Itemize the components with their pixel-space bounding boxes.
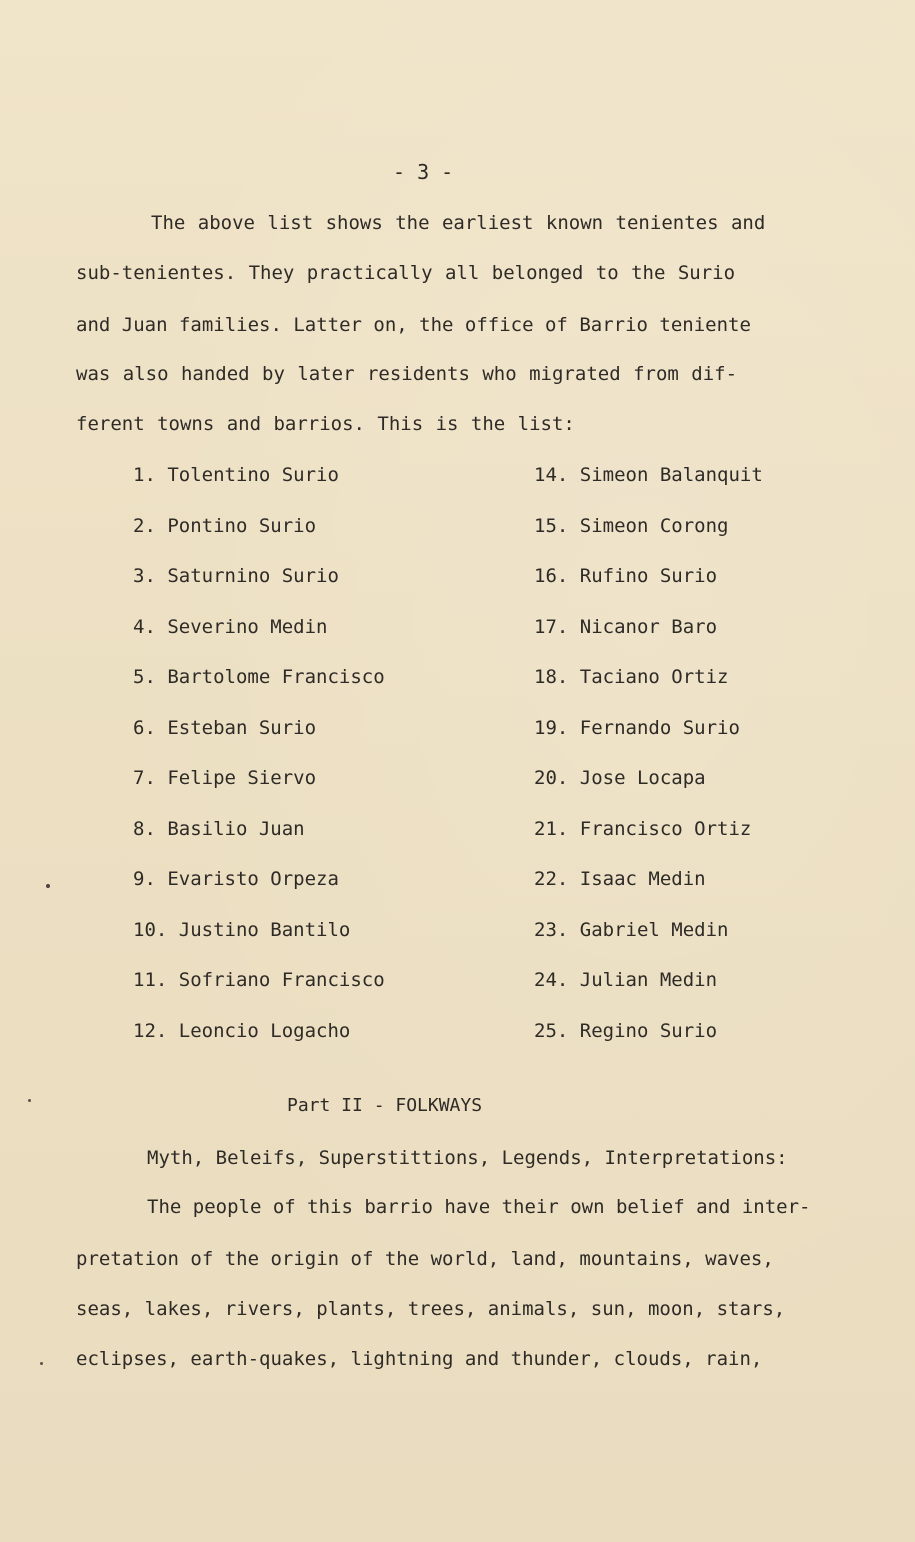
item-name: Isaac Medin (579, 868, 706, 890)
list-item (133, 514, 385, 568)
item-name: Jose Locapa (579, 767, 706, 789)
item-number: 23. (534, 918, 569, 941)
list-item (534, 514, 763, 568)
teniente-list-left (133, 466, 385, 1072)
item-number: 19. (534, 716, 569, 739)
list-item (133, 817, 385, 871)
list-item (534, 918, 763, 972)
body-line-2: pretation of the origin of the world, land, mountains, waves, (76, 1248, 774, 1270)
item-name: Fernando Surio (579, 716, 740, 739)
item-number: 9. (133, 868, 156, 890)
margin-mark (46, 884, 50, 888)
teniente-list-right (534, 466, 763, 1072)
stray-mark (28, 1099, 31, 1102)
stray-mark (40, 1362, 43, 1365)
intro-line-3: and Juan families. Latter on, the office of Barrio teniente (76, 314, 751, 336)
item-name: Gabriel Medin (579, 918, 729, 941)
item-number: 14. (534, 464, 569, 486)
list-item (133, 716, 385, 770)
list-item (534, 870, 763, 921)
list-item (133, 668, 385, 719)
list-item (534, 466, 763, 517)
item-number: 11. (133, 969, 168, 991)
item-name: Justino Bantilo (178, 918, 351, 941)
item-name: Basilio Juan (167, 817, 305, 840)
intro-line-2: sub-tenientes. They practically all belonged to the Surio (76, 262, 736, 284)
item-name: Felipe Siervo (167, 767, 317, 789)
item-number: 5. (133, 666, 156, 688)
item-number: 21. (534, 817, 569, 840)
list-item (534, 1019, 763, 1073)
item-number: 12. (133, 1019, 168, 1042)
list-item (133, 870, 385, 921)
item-name: Leoncio Logacho (178, 1019, 351, 1042)
item-name: Simeon Corong (579, 514, 729, 537)
item-number: 2. (133, 514, 156, 537)
list-item (534, 817, 763, 871)
item-number: 25. (534, 1019, 569, 1042)
list-item (534, 769, 763, 820)
subheading: Myth, Beleifs, Superstittions, Legends, Interpretations: (147, 1147, 788, 1169)
list-item (534, 668, 763, 719)
item-number: 6. (133, 716, 156, 739)
body-line-4: eclipses, earth-quakes, lightning and thunder, clouds, rain, (76, 1348, 763, 1370)
list-item (133, 971, 385, 1022)
item-name: Nicanor Baro (579, 615, 718, 638)
item-number: 17. (534, 615, 569, 638)
item-number: 1. (133, 464, 156, 486)
list-item (534, 615, 763, 669)
item-name: Rufino Surio (579, 565, 718, 587)
list-item (133, 466, 385, 517)
item-number: 7. (133, 767, 156, 789)
page-number: - 3 - (393, 160, 454, 184)
item-number: 10. (133, 918, 168, 941)
item-name: Esteban Surio (167, 716, 317, 739)
item-number: 15. (534, 514, 569, 537)
item-number: 8. (133, 817, 156, 840)
item-name: Simeon Balanquit (579, 464, 763, 486)
intro-line-5: ferent towns and barrios. This is the list: (76, 413, 575, 435)
body-line-1: The people of this barrio have their own belief and inter- (147, 1196, 811, 1218)
item-number: 24. (534, 969, 569, 991)
item-name: Regino Surio (579, 1019, 718, 1042)
list-item (534, 971, 763, 1022)
list-item (133, 1019, 385, 1073)
list-item (534, 716, 763, 770)
list-item (133, 615, 385, 669)
item-name: Julian Medin (579, 969, 718, 991)
section-heading: Part II - FOLKWAYS (287, 1095, 483, 1116)
item-number: 22. (534, 868, 569, 890)
item-name: Taciano Ortiz (579, 666, 729, 688)
item-name: Bartolome Francisco (167, 666, 385, 688)
list-item (534, 567, 763, 618)
list-item (133, 567, 385, 618)
item-name: Saturnino Surio (167, 565, 339, 587)
list-item (133, 769, 385, 820)
item-name: Pontino Surio (167, 514, 317, 537)
intro-line-1: The above list shows the earliest known tenientes and (151, 212, 766, 234)
item-name: Tolentino Surio (167, 464, 339, 486)
item-number: 20. (534, 767, 569, 789)
item-name: Evaristo Orpeza (167, 868, 339, 890)
item-number: 4. (133, 615, 156, 638)
intro-line-4: was also handed by later residents who migrated from dif- (76, 363, 738, 385)
item-number: 3. (133, 565, 156, 587)
item-number: 18. (534, 666, 569, 688)
item-name: Sofriano Francisco (178, 969, 385, 991)
item-name: Francisco Ortiz (579, 817, 752, 840)
item-number: 16. (534, 565, 569, 587)
list-item (133, 918, 385, 972)
item-name: Severino Medin (167, 615, 328, 638)
body-line-3: seas, lakes, rivers, plants, trees, animals, sun, moon, stars, (76, 1298, 786, 1320)
